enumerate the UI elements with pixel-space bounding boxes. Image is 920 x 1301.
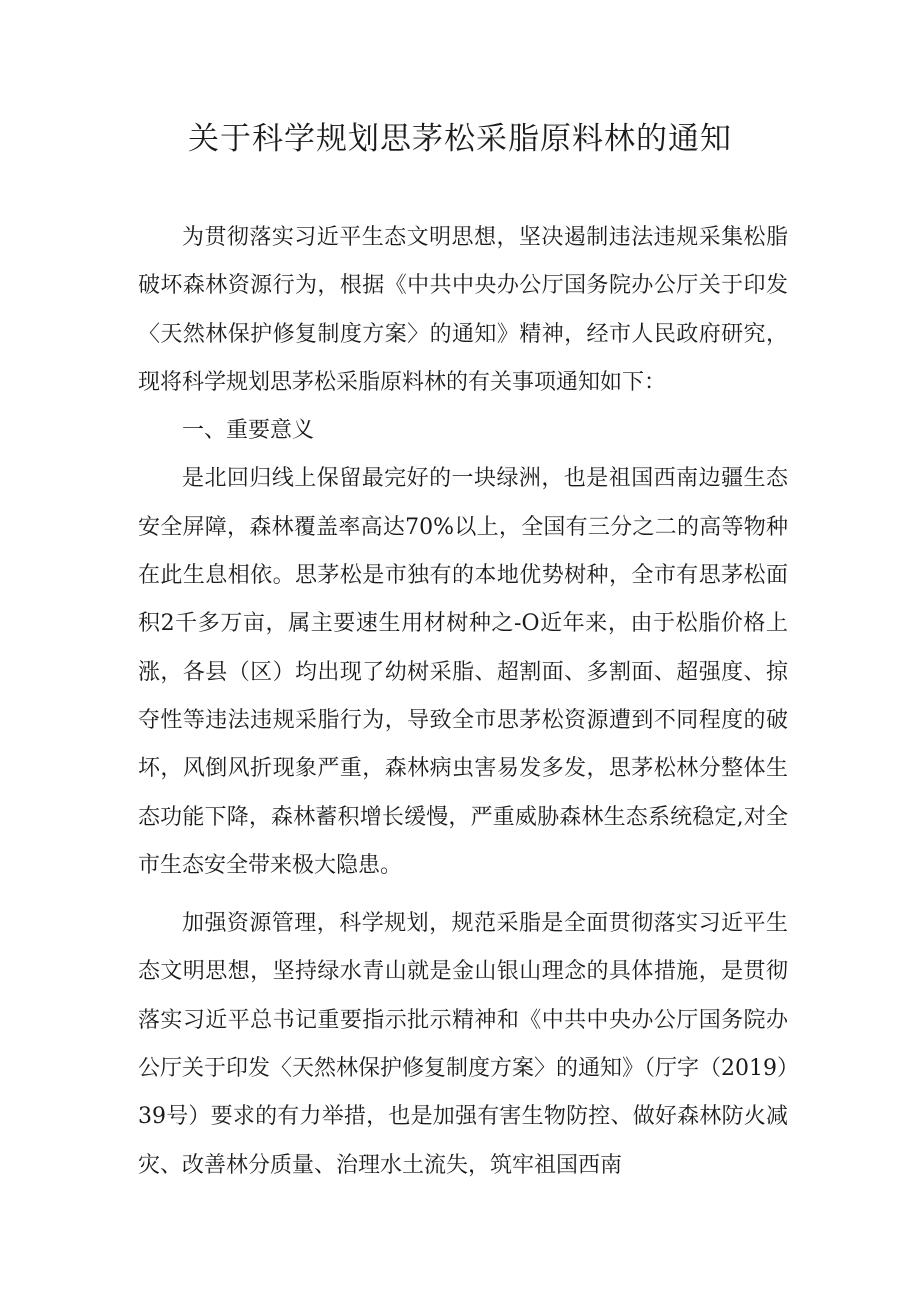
section-heading-1: 一、重要意义 bbox=[182, 418, 315, 444]
paragraph-intro: 为贯彻落实习近平生态文明思想，坚决遏制违法违规采集松脂破坏森林资源行为，根据《中共中央办公厅国务院办公厅关于印发〈天然林保护修复制度方案〉的通知》精神，经市人民政府研究，现将科学规划思茅松采脂原料林的有关事项通知如下： bbox=[138, 225, 788, 395]
paragraph-management: 加强资源管理，科学规划，规范采脂是全面贯彻落实习近平生态文明思想，坚持绿水青山就是金山银山理念的具体措施，是贯彻落实习近平总书记重要指示批示精神和《中共中央办公厅国务院办公厅关于印发〈天然林保护修复制度方案〉的通知》（厅字（2019）39号）要求的有力举措，也是加强有害生物防控、做好森林防火减灾、改善林分质量、治理水土流失，筑牢祖国西南 bbox=[138, 911, 788, 1178]
paragraph-significance: 是北回归线上保留最完好的一块绿洲，也是祖国西南边疆生态安全屏障，森林覆盖率高达70%以上，全国有三分之二的高等物种在此生息相依。思茅松是市独有的本地优势树种，全市有思茅松面积2千多万亩，属主要速生用材树种之-O近年来，由于松脂价格上涨，各县（区）均出现了幼树采脂、超割面、多割面、超强度、掠夺性等违法违规采脂行为，导致全市思茅松资源遭到不同程度的破坏，风倒风折现象严重，森林病虫害易发多发，思茅松林分整体生态功能下降，森林蓄积增长缓慢，严重威胁森林生态系统稳定,对全市生态安全带来极大隐患。 bbox=[138, 466, 788, 878]
document-body bbox=[138, 214, 788, 1190]
document-title: 关于科学规划思茅松采脂原料林的通知 bbox=[188, 121, 732, 157]
